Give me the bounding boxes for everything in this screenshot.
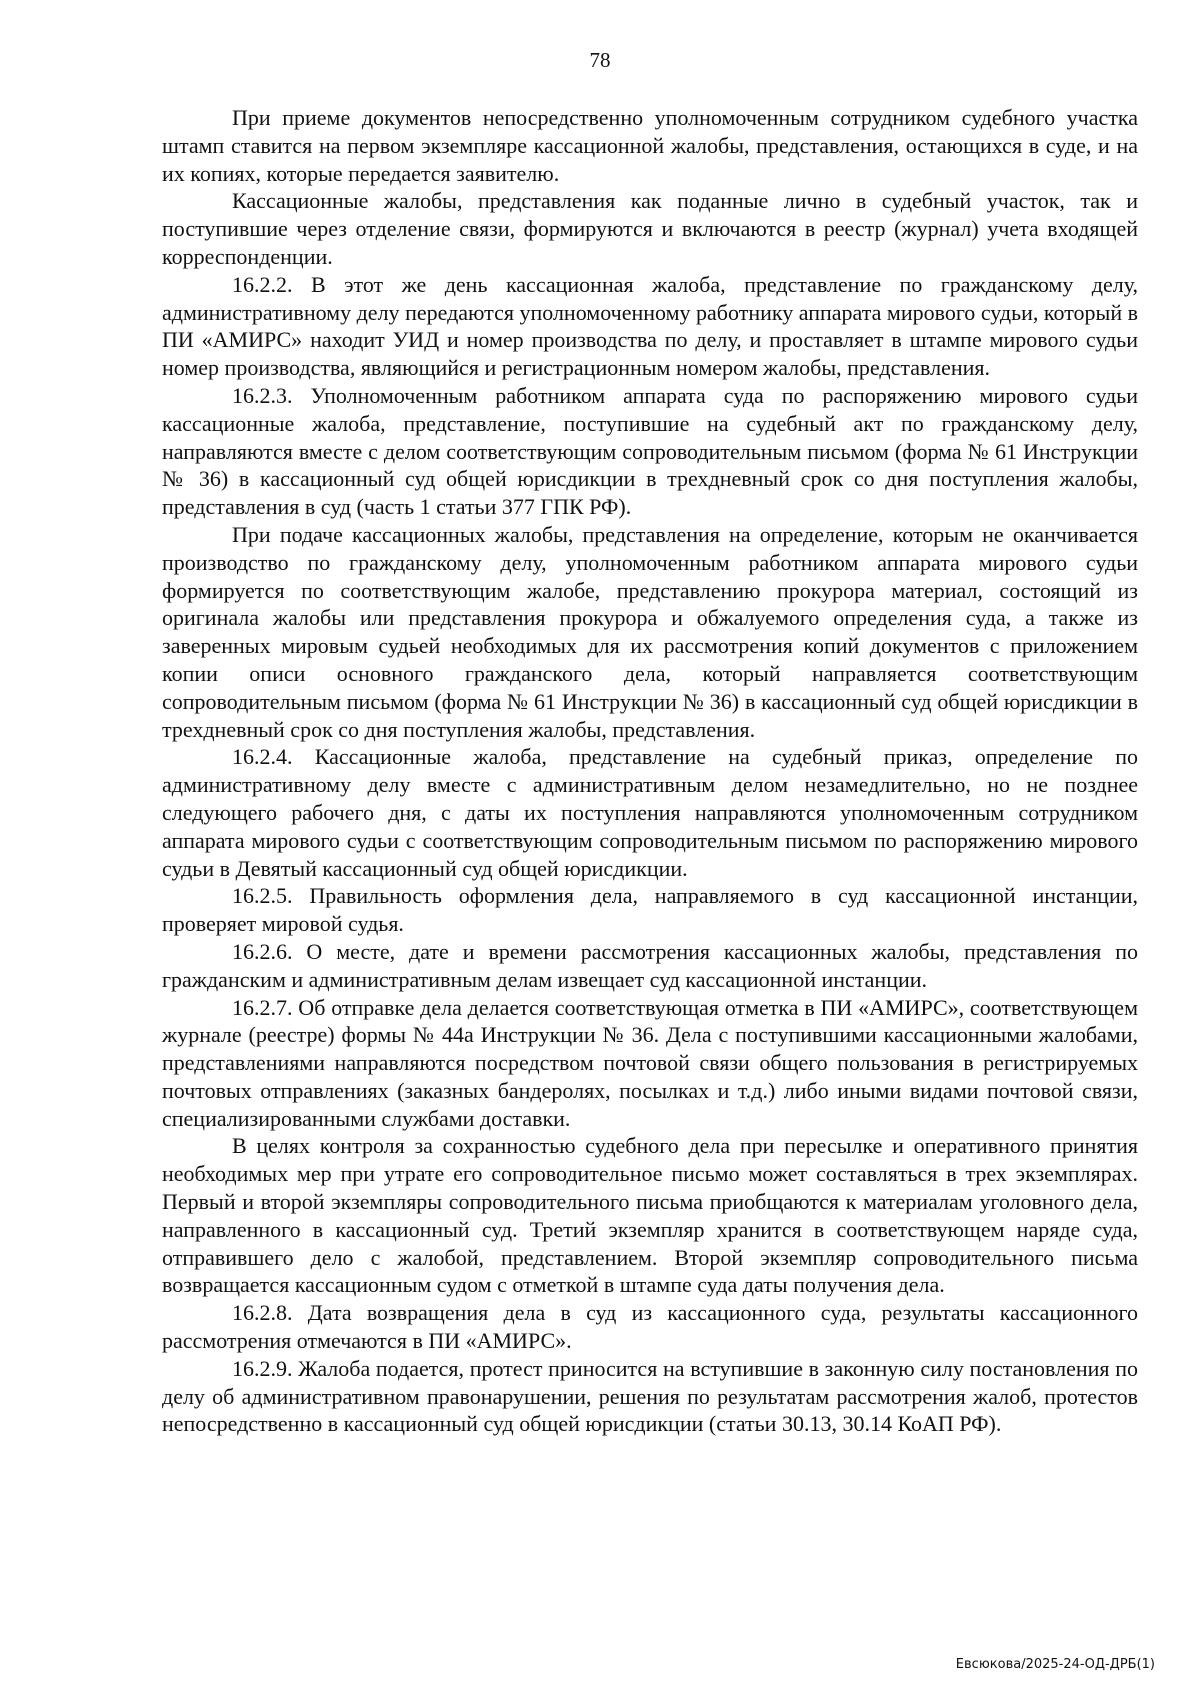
document-footer-code: Евсюкова/2025-24-ОД-ДРБ(1) [955,1657,1155,1672]
paragraph-16-2-5: 16.2.5. Правильность оформления дела, направляемого в суд кассационной инстанции, проверяет мировой судья. [162,883,1138,937]
paragraph-appeal-on-ruling: При подаче кассационных жалобы, представления на определение, которым не оканчивается производство по гражданскому делу, уполномоченным работником аппарата мирового судьи формируется по соответствующим жалобе, представлению прокурора материал, состоящий из оригинала жалобы или представления прокурора и обжалуемого определения суда, а также из заверенных мировым судьей необходимых для их рассмотрения копий документов с приложением копии описи основного гражданского дела, который направляется соответствующим сопроводительным письмом (форма № 61 Инструкции № 36) в кассационный суд общей юрисдикции в трехдневный срок со дня поступления жалобы, представления. [162,521,1138,742]
paragraph-16-2-4: 16.2.4. Кассационные жалоба, представление на судебный приказ, определение по административному делу вместе с административным делом незамедлительно, но не позднее следующего рабочего дня, с даты их поступления направляются уполномоченным сотрудником аппарата мирового судьи с соответствующим сопроводительным письмом по распоряжению мирового судьи в Девятый кассационный суд общей юрисдикции. [162,744,1138,881]
paragraph-16-2-3: 16.2.3. Уполномоченным работником аппарата суда по распоряжению мирового судьи кассационные жалоба, представление, поступившие на судебный акт по гражданскому делу, направляются вместе с делом соответствующим сопроводительным письмом (форма № 61 Инструкции № 36) в кассационный суд общей юрисдикции в трехдневный срок со дня поступления жалобы, представления в суд (часть 1 статьи 377 ГПК РФ). [162,382,1138,520]
paragraph-registration-journal: Кассационные жалобы, представления как поданные лично в судебный участок, так и поступившие через отделение связи, формируются и включаются в реестр (журнал) учета входящей корреспонденции. [162,188,1138,269]
paragraph-16-2-6: 16.2.6. О месте, дате и времени рассмотрения кассационных жалобы, представления по гражданским и административным делам извещает суд кассационной инстанции. [162,938,1138,992]
paragraph-16-2-7: 16.2.7. Об отправке дела делается соответствующая отметка в ПИ «АМИРС», соответствующем журнале (реестре) формы № 44а Инструкции № 36. Дела с поступившими кассационными жалобами, представлениями направляются посредством почтовой связи общего пользования в регистрируемых почтовых отправлениях (заказных бандеролях, посылках и т.д.) либо иными видами почтовой связи, специализированными службами доставки. [162,994,1138,1131]
page-number: 78 [589,48,611,72]
paragraph-stamp-on-receipt: При приеме документов непосредственно уполномоченным сотрудником судебного участка штамп ставится на первом экземпляре кассационной жалобы, представления, остающихся в суде, и на их копиях, которые передается заявителю. [162,105,1138,186]
paragraph-cover-letter-copies: В целях контроля за сохранностью судебного дела при пересылке и оперативного принятия необходимых мер при утрате его сопроводительное письмо может составляться в трех экземплярах. Первый и второй экземпляры сопроводительного письма приобщаются к материалам уголовного дела, направленного в кассационный суд. Третий экземпляр хранится в соответствующем наряде суда, отправившего дело с жалобой, представлением. Второй экземпляр сопроводительного письма возвращается кассационным судом с отметкой в штампе суда даты получения дела. [162,1133,1138,1298]
paragraph-16-2-9: 16.2.9. Жалоба подается, протест приносится на вступившие в законную силу постановления по делу об административном правонарушении, решения по результатам рассмотрения жалоб, протестов непосредственно в кассационный суд общей юрисдикции (статьи 30.13, 30.14 КоАП РФ). [162,1355,1138,1437]
paragraph-16-2-8: 16.2.8. Дата возвращения дела в суд из кассационного суда, результаты кассационного рассмотрения отмечаются в ПИ «АМИРС». [162,1300,1138,1354]
paragraph-16-2-2: 16.2.2. В этот же день кассационная жалоба, представление по гражданскому делу, административному делу передаются уполномоченному работнику аппарата мирового судьи, который в ПИ «АМИРС» находит УИД и номер производства по делу, и проставляет в штампе мирового судьи номер производства, являющийся и регистрационным номером жалобы, представления. [162,271,1138,381]
document-body [162,104,1138,1438]
